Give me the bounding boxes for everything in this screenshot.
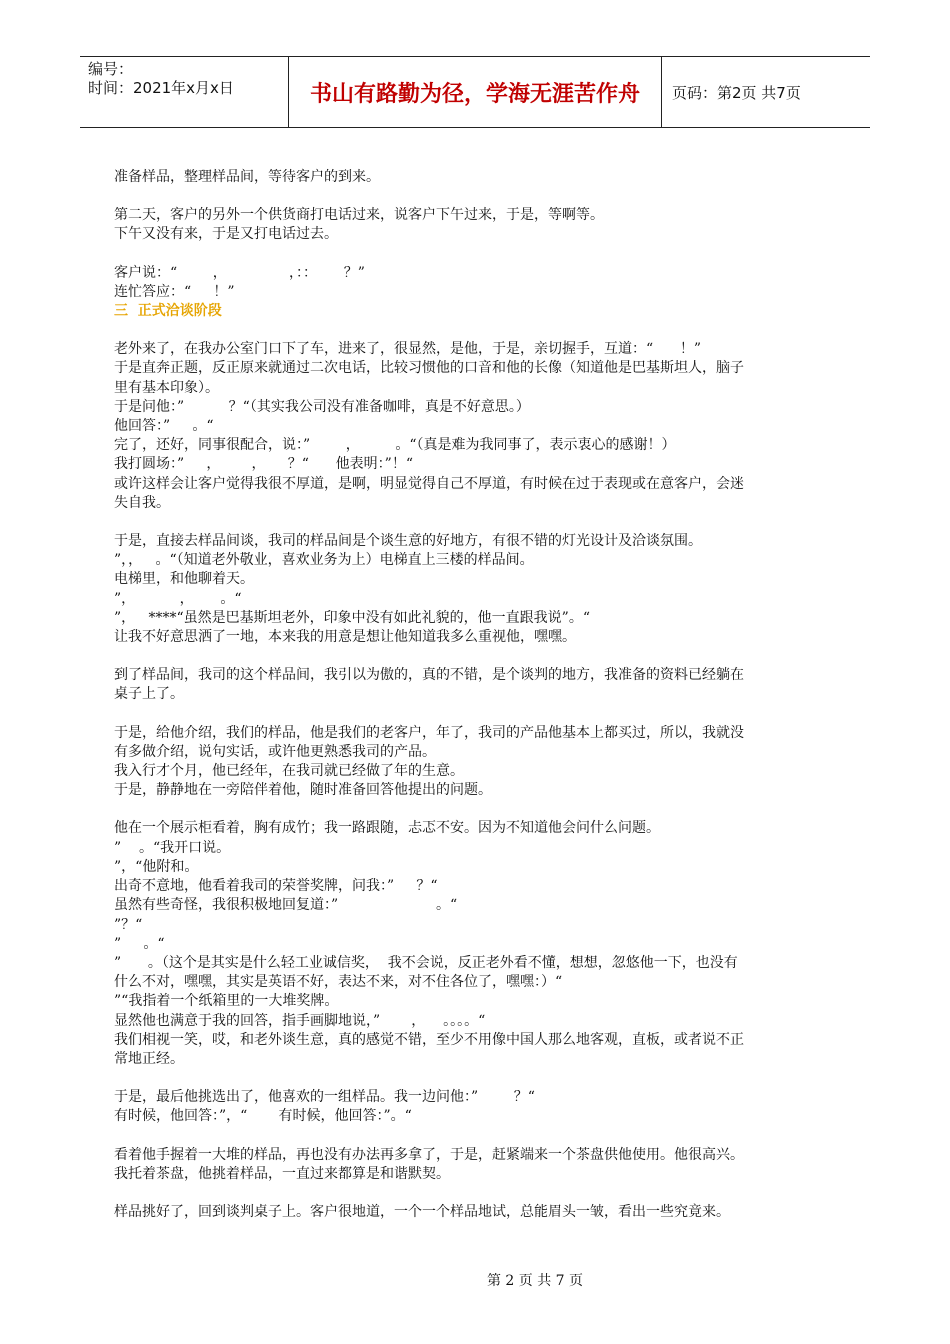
- body-line: 于是直奔正题，反正原来就通过二次电话，比较习惯他的口音和他的长像（知道他是巴基斯坦人，脑子: [114, 360, 744, 377]
- body-line: 客户说：“ ， ，：： ？”: [114, 264, 365, 281]
- paragraph-gap: [114, 1069, 834, 1088]
- body-line: ”，， 。“（知道老外敬业，喜欢业务为上）电梯直上三楼的样品间。: [114, 552, 534, 569]
- paragraph-gap: [114, 187, 834, 206]
- body-line: 样品挑好了，回到谈判桌子上。客户很地道，一个一个样品地试，总能眉头一皱，看出一些究竟来。: [114, 1203, 730, 1220]
- document-number-label: 编号：: [88, 60, 134, 78]
- body-line: 于是问他：” ？“（其实我公司没有准备咖啡，真是不好意思。）: [114, 398, 530, 415]
- body-line: ” 。“: [114, 935, 165, 952]
- body-line: 我入行才个月，他已经年，在我司就已经做了年的生意。: [114, 763, 464, 780]
- document-time-label: 时间：2021年x月x日: [88, 79, 234, 97]
- header-meta: [80, 57, 289, 127]
- body-line: ”“我指着一个纸箱里的一大堆奖牌。: [114, 993, 339, 1010]
- body-line: 他回答：” 。“: [114, 418, 214, 435]
- body-line: 老外来了，在我办公室门口下了车，进来了，很显然，是他，于是，亲切握手，互道：“ ！”: [114, 341, 702, 358]
- body-line: ”， ****“虽然是巴基斯坦老外，印象中没有如此礼貌的，他一直跟我说”。“: [114, 609, 590, 626]
- paragraph-gap: [114, 1127, 834, 1146]
- paragraph-gap: [114, 647, 834, 666]
- body-line: 下午又没有来，于是又打电话过去。: [114, 226, 338, 243]
- body-line: 出奇不意地，他看着我司的荣誉奖牌，问我：” ？“: [114, 878, 438, 895]
- body-line: 准备样品，整理样品间，等待客户的到来。: [114, 169, 380, 185]
- body-line: ”，“他附和。: [114, 858, 199, 875]
- motto-text: 书山有路勤为径，学海无涯苦作舟: [309, 81, 640, 107]
- body-line: 里有基本印象）。: [114, 379, 219, 396]
- body-line: 或许这样会让客户觉得我很不厚道，是啊，明显觉得自己不厚道，有时候在过于表现或在意客户，会迷: [114, 475, 744, 492]
- body-line: 桌子上了。: [114, 686, 184, 703]
- body-line: ” 。（这个是其实是什么轻工业诚信奖， 我不会说，反正老外看不懂，想想，忽悠他一下，也没有: [114, 954, 738, 971]
- body-line: 完了，还好，同事很配合，说：” ， 。“（真是难为我同事了，表示衷心的感谢！）: [114, 437, 676, 454]
- body-line: 于是，静静地在一旁陪伴着他，随时准备回答他提出的问题。: [114, 782, 492, 799]
- body-line: 到了样品间，我司的这个样品间，我引以为傲的，真的不错，是个谈判的地方，我准备的资料已经躺在: [114, 667, 744, 684]
- body-line: 我们相视一笑，哎，和老外谈生意，真的感觉不错，至少不用像中国人那么地客观，直板，或者说不正: [114, 1031, 744, 1048]
- body-line: 什么不对，嘿嘿，其实是英语不好，表达不来，对不住各位了，嘿嘿：）“: [114, 974, 563, 991]
- paragraph-gap: [114, 245, 834, 264]
- body-line: 于是，直接去样品间谈，我司的样品间是个谈生意的好地方，有很不错的灯光设计及洽谈氛围。: [114, 533, 702, 550]
- page-header: [80, 56, 870, 128]
- body-line: 第二天，客户的另外一个供货商打电话过来，说客户下午过来，于是，等啊等。: [114, 207, 604, 224]
- body-line: 于是，最后他挑选出了，他喜欢的一组样品。我一边问他：” ？“: [114, 1089, 535, 1106]
- body-line: 电梯里，和他聊着天。: [114, 571, 254, 588]
- body-line: 连忙答应：“ ！”: [114, 283, 235, 300]
- body-line: 看着他手握着一大堆的样品，再也没有办法再多拿了，于是，赶紧端来一个茶盘供他使用。他很高兴。: [114, 1146, 744, 1163]
- paragraph-gap: [114, 705, 834, 724]
- body-line: 有多做介绍，说句实话，或许他更熟悉我司的产品。: [114, 743, 436, 760]
- body-line: 有时候，他回答：”，“ 有时候，他回答：”。“: [114, 1108, 412, 1125]
- page-footer: [0, 1270, 950, 1290]
- section-heading: 三 正式洽谈阶段: [114, 303, 222, 320]
- header-motto: [289, 57, 662, 127]
- body-line: ”？“: [114, 916, 143, 933]
- paragraph-gap: [114, 800, 834, 819]
- body-line: 我打圆场：” ， ， ？“ 他表明：”！“: [114, 456, 413, 473]
- body-line: 常地正经。: [114, 1050, 184, 1067]
- body-line: 于是，给他介绍，我们的样品，他是我们的老客户，年了，我司的产品他基本上都买过，所以，我就没: [114, 724, 744, 741]
- body-line: 让我不好意思洒了一地，本来我的用意是想让他知道我多么重视他，嘿嘿。: [114, 629, 576, 646]
- page-info-text: 页码：第2页 共7页: [672, 83, 801, 102]
- body-line: 我托着茶盘，他挑着样品，一直过来都算是和谐默契。: [114, 1165, 450, 1182]
- body-line: 他在一个展示柜看着，胸有成竹；我一路跟随，忐忑不安。因为不知道他会问什么问题。: [114, 820, 660, 837]
- footer-page-number: 第 2 页 共 7 页: [486, 1273, 584, 1289]
- body-line: 显然他也满意于我的回答，指手画脚地说，” ， 。。。。“: [114, 1012, 486, 1029]
- body-line: ”， ， 。“: [114, 590, 242, 607]
- body-line: 失自我。: [114, 494, 170, 511]
- paragraph-gap: [114, 1184, 834, 1203]
- paragraph-gap: [114, 513, 834, 532]
- body-line: 虽然有些奇怪，我很积极地回复道：” 。“: [114, 897, 458, 914]
- paragraph-gap: [114, 321, 834, 340]
- body-line: ” 。“我开口说。: [114, 839, 231, 856]
- header-page-info: [662, 57, 870, 127]
- document-body: [114, 168, 834, 1222]
